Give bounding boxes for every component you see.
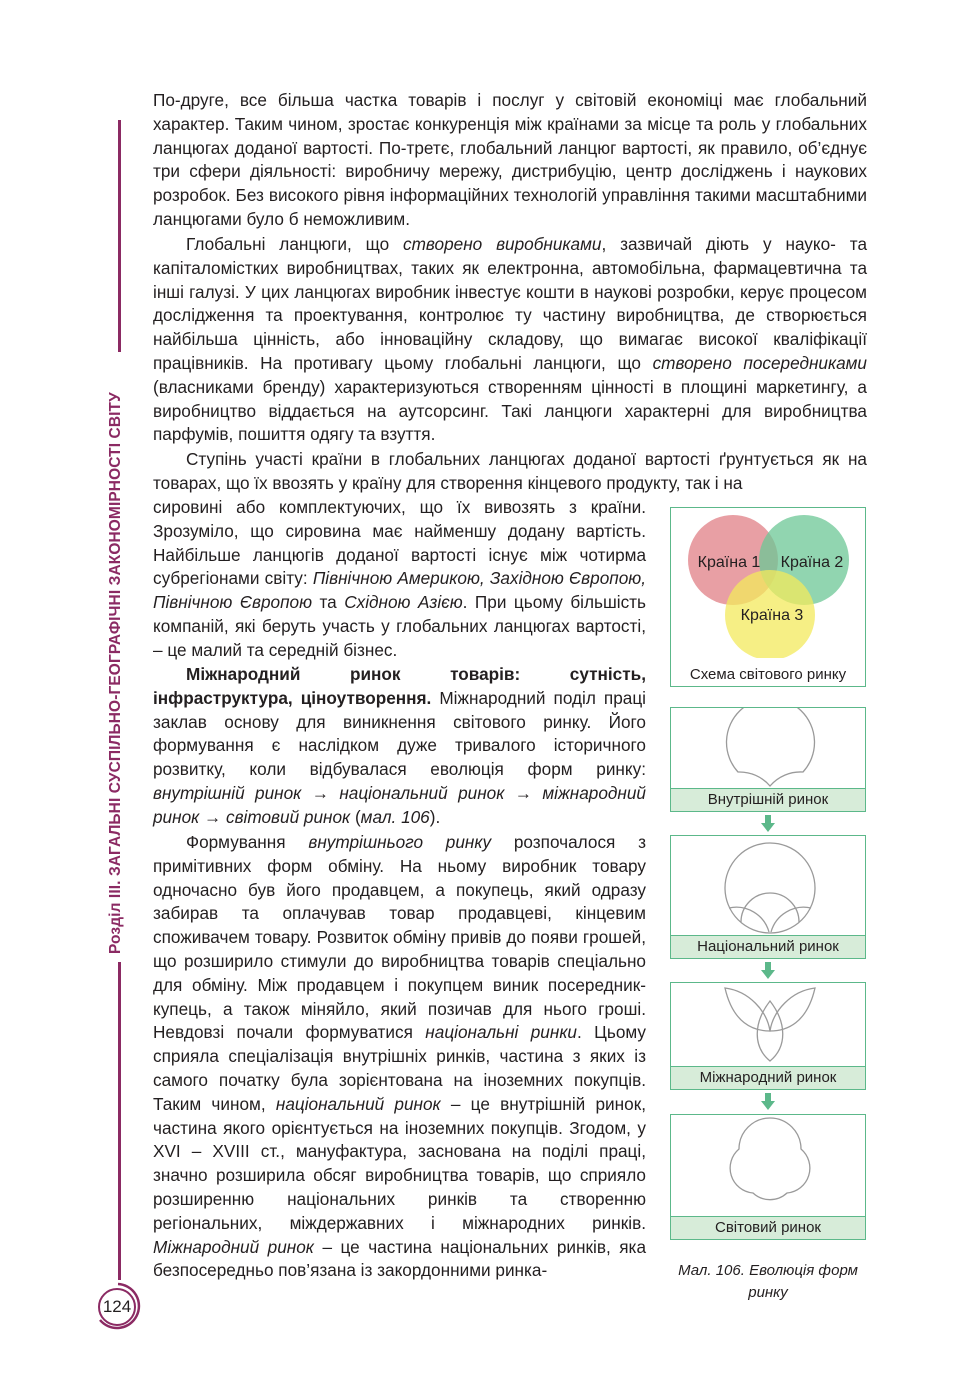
venn-label-country-3: Країна 3: [740, 607, 804, 624]
paragraph-5: Формування внутрішнього ринку розпочалося з примітивних форм обміну. На ньому виробник товару одночасно був його продавцем, а покупець, який одразу забирав та оплачував товар продавцеві, кінцевим споживачем товару. Розвиток обміну привів до появи грошей, що розширило стимули до виробництва товарів спеціально для обміну. Між продавцем і покупцем виник посередник-купець, а також міняйло, який позичав для нього гроші. Невдовзі почали формуватися національні ринки. Цьому сприяла спеціалізація внутрішніх ринків, частина з яких із самого початку була зорієнтована на іноземних покупців. Таким чином, національний ринок – це внутрішній ринок, частина якого орієнтується на іноземних покупців. Згодом, у XVI – XVIII ст., мануфактура, заснована на поділі праці, значно розширила обсяг виробництва товарів, що сприяло розширенню національних ринків та створенню регіональних, міждержавних і міжнародних ринків. Міжнародний ринок – це частина національних ринків, яка безпосередньо пов’язана із закордонними ринка-: [153, 832, 647, 1281]
page-number: 124: [98, 1288, 136, 1326]
venn-label-country-1: Країна 1: [697, 554, 761, 571]
arrow-down-icon: [760, 962, 776, 980]
national-market-box: [670, 835, 866, 959]
national-market-label: Національний ринок: [671, 935, 865, 958]
world-market-venn: [670, 507, 866, 687]
international-market-label: Міжнародний ринок: [671, 1066, 865, 1089]
section-title: Розділ ІІІ. ЗАГАЛЬНІ СУСПІЛЬНО-ГЕОГРАФІЧНІ ЗАКОНОМІРНОСТІ СВІТУ: [107, 392, 124, 954]
internal-market-shape: [671, 708, 865, 790]
venn-caption: Схема світового ринку: [689, 666, 847, 683]
internal-market-label: Внутрішній ринок: [671, 788, 865, 811]
arrow-down-icon: [760, 815, 776, 833]
international-market-shape: [671, 983, 865, 1068]
page-number-badge: [92, 1280, 144, 1332]
side-rule-top: [118, 120, 121, 352]
paragraph-2: Глобальні ланцюги, що створено виробниками, зазвичай діють у науко- та капіталомістких виробництвах, таких як електронна, автомобільна, фармацевтична та інші галузі. У цих ланцюгах виробник інвестує кошти в наукові розробки, керує процесом дослідження та проектування, контролює ту частину виробництва, де створюється найбільша цінність, або інноваційну складову, що вимагає високої кваліфікації працівників. На противагу цьому глобальні ланцюги, що створено посередниками (власниками бренду) характеризуються створенням цінності в площині маркетингу, а виробництво віддається на аутсорсинг. Такі ланцюги характерні для виробництва парфумів, пошиття одягу та взуття.: [153, 234, 868, 445]
figure-caption: Мал. 106. Еволюція форм ринку: [678, 1262, 858, 1301]
paragraph-3-narrow: сировині або комплектуючих, що їх вивозять з країни. Зрозуміло, що сировина має найменшу додану вартість. Найбільше ланцюгів доданої вартості існує між чотирма субрегіонами світу: Північною Америкою, Західною Європою, Північною Європою та Східною Азією. При цьому більшість компаній, які беруть участь у глобальних ланцюгах вартості, – це малий та середній бізнес.: [153, 497, 647, 660]
paragraph-1: По-друге, все більша частка товарів і послуг у світовій економіці має глобальний характер. Таким чином, зростає конкуренція між країнами за місце та роль у глобальних ланцюгах доданої вартості. По-третє, глобальний ланцюг вартості, як правило, об’єднує три сфери діяльності: виробничу мережу, дистрибуцію, центр досліджень і наукових розробок. Без високого рівня інформаційних технологій управління такими масштабними ланцюгами було б неможливим.: [153, 90, 867, 229]
venn-label-country-2: Країна 2: [780, 554, 844, 571]
arrow-down-icon: [760, 1093, 776, 1111]
international-market-box: [670, 982, 866, 1090]
world-market-shape: [671, 1115, 865, 1217]
national-market-shape: [671, 836, 865, 937]
venn-svg: [671, 508, 865, 658]
paragraph-3-full: Ступінь участі країни в глобальних ланцюгах доданої вартості ґрунтується як на товарах, що їх ввозять у країну для створення кінцевого продукту, так і на: [153, 449, 867, 493]
world-market-box: [670, 1114, 866, 1240]
side-rule-bottom: [118, 962, 121, 1280]
world-market-label: Світовий ринок: [671, 1216, 865, 1239]
paragraph-4: Міжнародний ринок товарів: сутність, інфраструктура, ціноутворення. Міжнародний поділ праці заклав основу для виникнення світового ринку. Його формування є наслідком дуже тривалого історичного розвитку, коли відбувалася еволюція форм ринку: внутрішній ринок → національний ринок → міжнародний ринок → світовий ринок (мал. 106).: [153, 664, 646, 827]
internal-market-box: [670, 707, 866, 812]
